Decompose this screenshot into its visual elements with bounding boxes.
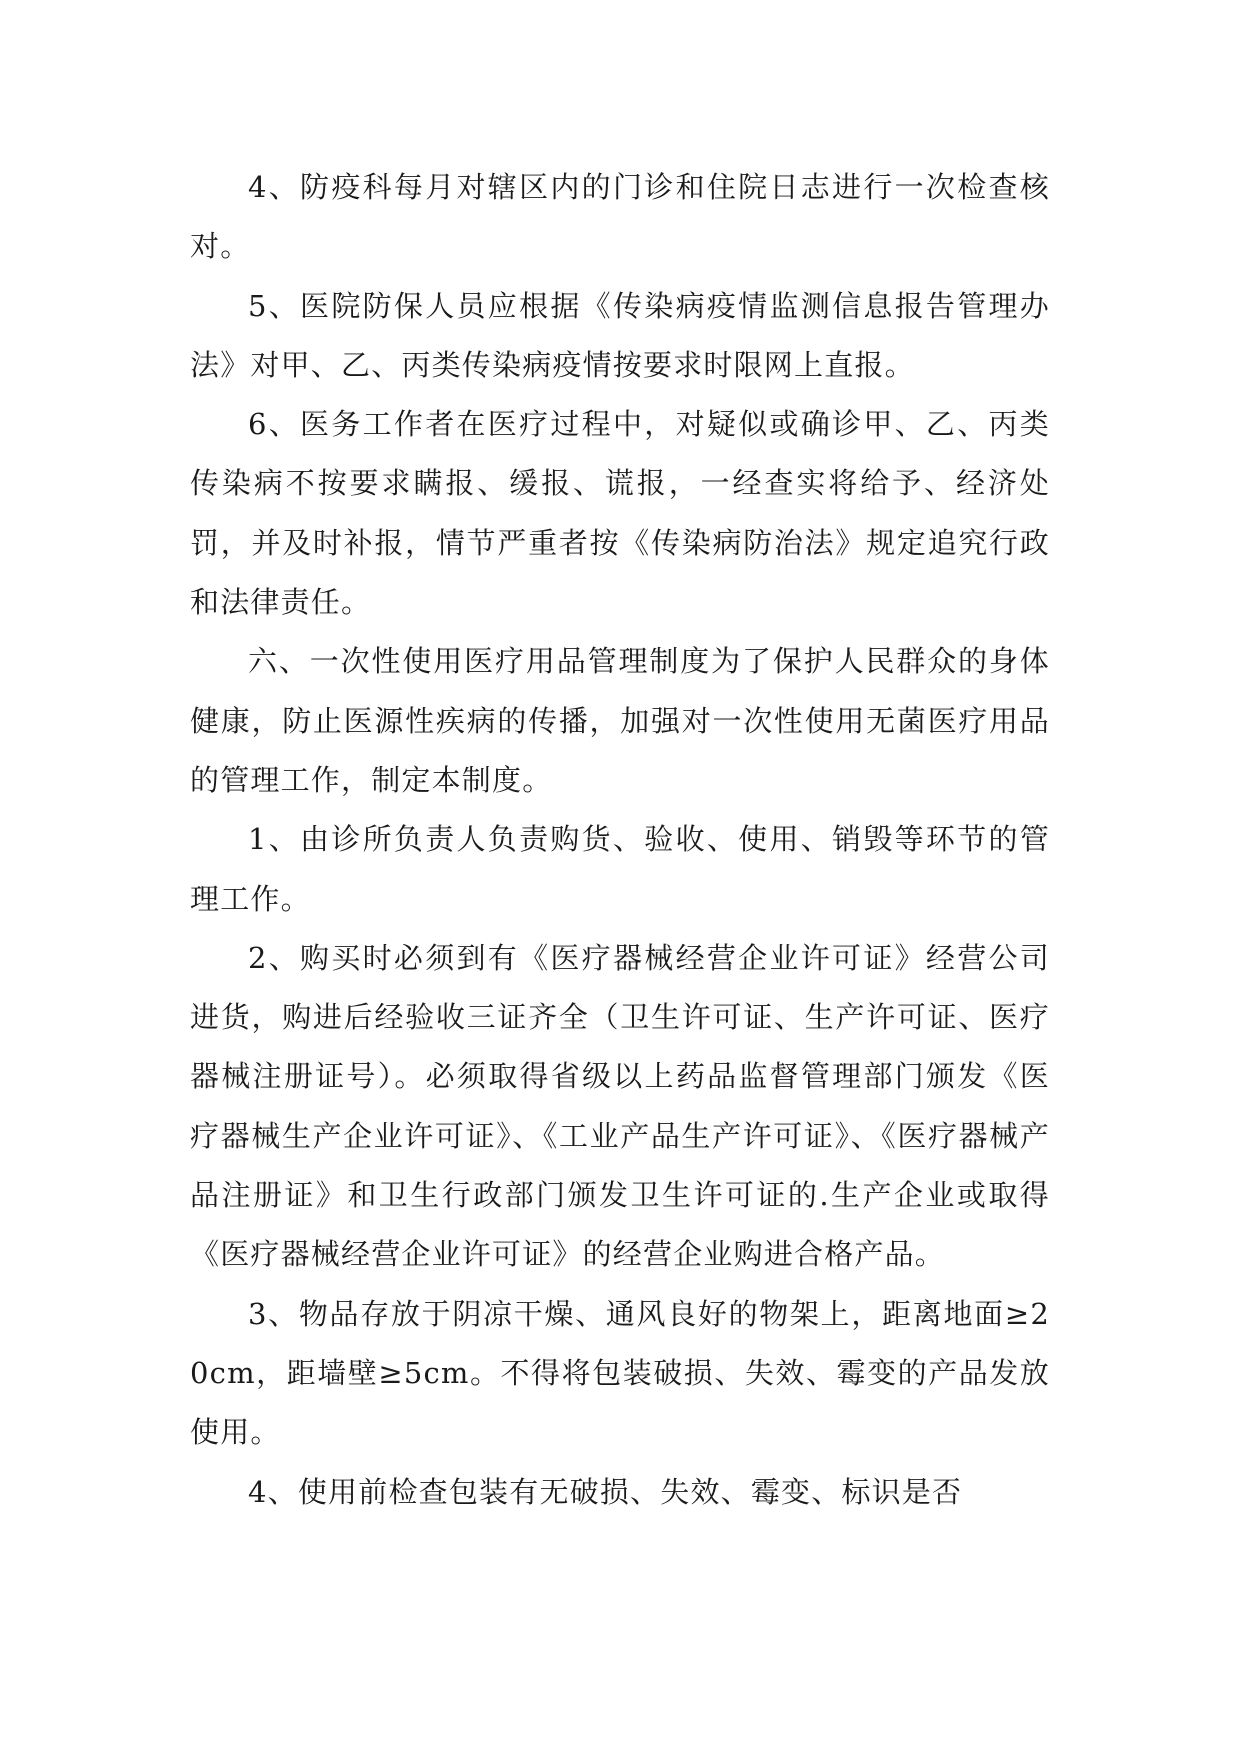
paragraph-item-4-outpatient-check: 4、防疫科每月对辖区内的门诊和住院日志进行一次检查核对。 — [190, 170, 1050, 264]
paragraph-item-5-online-report: 5、医院防保人员应根据《传染病疫情监测信息报告管理办法》对甲、乙、丙类传染病疫情按要求时限网上直报。 — [190, 288, 1050, 382]
paragraph-item-1-responsibility: 1、由诊所负责人负责购货、验收、使用、销毁等环节的管理工作。 — [190, 822, 1050, 916]
document-body — [190, 158, 1050, 1522]
paragraph-item-6-penalty: 6、医务工作者在医疗过程中，对疑似或确诊甲、乙、丙类传染病不按要求瞒报、缓报、谎报，一经查实将给予、经济处罚，并及时补报，情节严重者按《传染病防治法》规定追究行政和法律责任。 — [190, 407, 1050, 620]
section-six-disposable-supplies: 六、一次性使用医疗用品管理制度为了保护人民群众的身体健康，防止医源性疾病的传播，加强对一次性使用无菌医疗用品的管理工作，制定本制度。 — [190, 644, 1050, 797]
paragraph-item-3-storage: 3、物品存放于阴凉干燥、通风良好的物架上，距离地面≥20cm，距墙壁≥5cm。不得将包装破损、失效、霉变的产品发放使用。 — [190, 1296, 1050, 1450]
paragraph-item-4-inspection: 4、使用前检查包装有无破损、失效、霉变、标识是否 — [248, 1474, 963, 1509]
paragraph-item-2-purchasing: 2、购买时必须到有《医疗器械经营企业许可证》经营公司进货，购进后经验收三证齐全（卫生许可证、生产许可证、医疗器械注册证号）。必须取得省级以上药品监督管理部门颁发《医疗器械生产企业许可证》、《工业产品生产许可证》、《医疗器械产品注册证》和卫生行政部门颁发卫生许可证的.生产企业或取得《医疗器械经营企业许可证》的经营企业购进合格产品。 — [190, 940, 1050, 1272]
